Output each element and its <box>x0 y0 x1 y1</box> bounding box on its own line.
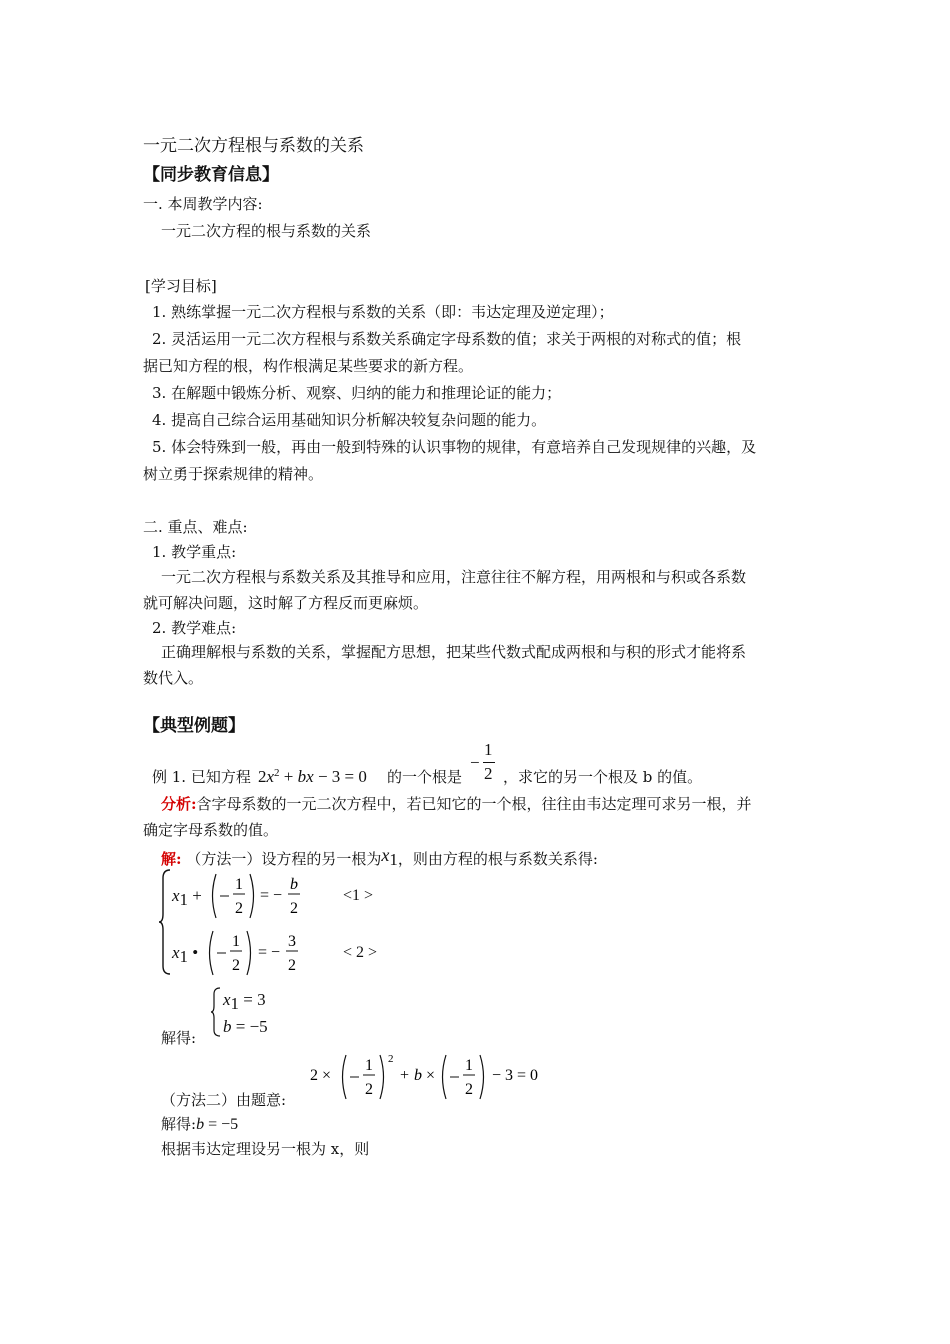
svg-text:+: + <box>400 1067 410 1084</box>
solution-x1: $x_1 = 3$ <box>223 990 266 1013</box>
goal-item: 5. 体会特殊到一般，再由一般到特殊的认识事物的规律，有意培养自己发现规律的兴趣，及 <box>152 438 757 456</box>
svg-text:1: 1 <box>365 1057 373 1074</box>
solution-label: 解: <box>161 850 182 868</box>
svg-text:2 ×: 2 × <box>310 1067 332 1084</box>
key-line: 就可解决问题，这时解了方程反而更麻烦。 <box>143 594 429 612</box>
goal-item: 1. 熟练掌握一元二次方程根与系数的关系（即：韦达定理及逆定理）； <box>152 303 614 321</box>
eq2-paren-fraction <box>205 929 255 977</box>
svg-text:1: 1 <box>465 1057 473 1074</box>
analysis-line <box>161 794 752 814</box>
svg-text:− 3 = 0: − 3 = 0 <box>492 1067 539 1084</box>
analysis-text: 含字母系数的一元二次方程中，若已知它的一个根，往往由韦达定理可求另一根，并 <box>196 795 752 813</box>
goals-heading: [学习目标] <box>145 277 217 295</box>
diff-line: 正确理解根与系数的关系，掌握配方思想，把某些代数式配成两根和与积的形式才能将系 <box>161 643 747 661</box>
goal-item: 3. 在解题中锻炼分析、观察、归纳的能力和推理论证的能力； <box>152 384 562 402</box>
diff-line: 数代入。 <box>143 669 204 687</box>
svg-text:×: × <box>426 1067 436 1084</box>
svg-text:3: 3 <box>288 933 296 950</box>
svg-text:2: 2 <box>288 957 296 974</box>
page-title: 一元二次方程根与系数的关系 <box>143 136 364 156</box>
ex1-prefix: 例 1. 已知方程 <box>152 768 251 786</box>
part2-heading: 二. 重点、难点: <box>143 518 248 536</box>
left-brace <box>158 868 172 976</box>
eq2-rhs <box>258 929 308 977</box>
section-sync-heading: 【同步教育信息】 <box>143 165 279 185</box>
svg-text:1: 1 <box>235 876 243 893</box>
svg-text:b: b <box>290 876 298 893</box>
svg-text:2: 2 <box>290 900 298 917</box>
method2-label: （方法二）由题意: <box>161 1091 287 1109</box>
svg-text:2: 2 <box>465 1081 473 1098</box>
solve2-label: 解得: <box>161 1115 197 1133</box>
goal-item: 4. 提高自己综合运用基础知识分析解决较复杂问题的能力。 <box>152 411 547 429</box>
solve-label: 解得: <box>161 1029 197 1047</box>
eq1-lhs: $x_1$ + <box>172 886 202 909</box>
svg-text:b: b <box>414 1067 422 1084</box>
analysis-line2: 确定字母系数的值。 <box>143 821 279 839</box>
eq1-tag: <1 > <box>343 887 374 904</box>
solve2-line: 解得:b = −5 <box>161 1115 239 1133</box>
eq1-rhs <box>260 872 310 920</box>
svg-text:1: 1 <box>232 933 240 950</box>
svg-text:= −: = − <box>260 887 283 904</box>
solution-b: b = −5 <box>223 1017 268 1036</box>
examples-heading: 【典型例题】 <box>143 716 245 736</box>
eq1-paren-fraction <box>208 872 258 920</box>
fraction-bar <box>483 762 495 763</box>
goal-item: 2. 灵活运用一元二次方程根与系数关系确定字母系数的值；求关于两根的对称式的值；根 <box>152 330 742 348</box>
method2-equation <box>310 1050 550 1102</box>
svg-text:2: 2 <box>365 1081 373 1098</box>
svg-text:= −: = − <box>258 944 281 961</box>
key-heading: 1. 教学重点: <box>152 543 237 561</box>
ex1-mid: 的一个根是 <box>387 768 463 786</box>
solution-text2: ，则由方程的根与系数关系得: <box>397 850 598 868</box>
part1-heading: 一. 本周教学内容: <box>143 195 263 213</box>
svg-text:2: 2 <box>235 900 243 917</box>
analysis-label: 分析: <box>161 795 197 813</box>
goal-item: 据已知方程的根，构作根满足某些要求的新方程。 <box>143 357 474 375</box>
part1-content: 一元二次方程的根与系数的关系 <box>161 222 372 240</box>
ex1-suffix: ，求它的另一个根及 b 的值。 <box>503 768 703 786</box>
solution-line: 解: （方法一）设方程的另一根为$x_1$，则由方程的根与系数关系得: <box>161 845 598 869</box>
solution-brace <box>210 986 222 1038</box>
eq2-lhs: $x_1$ • <box>172 943 199 966</box>
key-line: 一元二次方程根与系数关系及其推导和应用，注意往往不解方程，用两根和与积或各系数 <box>161 568 747 586</box>
vieta-line: 根据韦达定理设另一根为 x，则 <box>161 1140 370 1158</box>
svg-text:2: 2 <box>232 957 240 974</box>
svg-text:2: 2 <box>388 1053 394 1065</box>
goal-item: 树立勇于探索规律的精神。 <box>143 465 324 483</box>
eq2-tag: < 2 > <box>343 944 378 961</box>
diff-heading: 2. 教学难点: <box>152 619 237 637</box>
solution-text1: （方法一）设方程的另一根为 <box>186 850 382 868</box>
ex1-equation: $2x^2$ + bx − 3 = 0 <box>258 767 367 786</box>
